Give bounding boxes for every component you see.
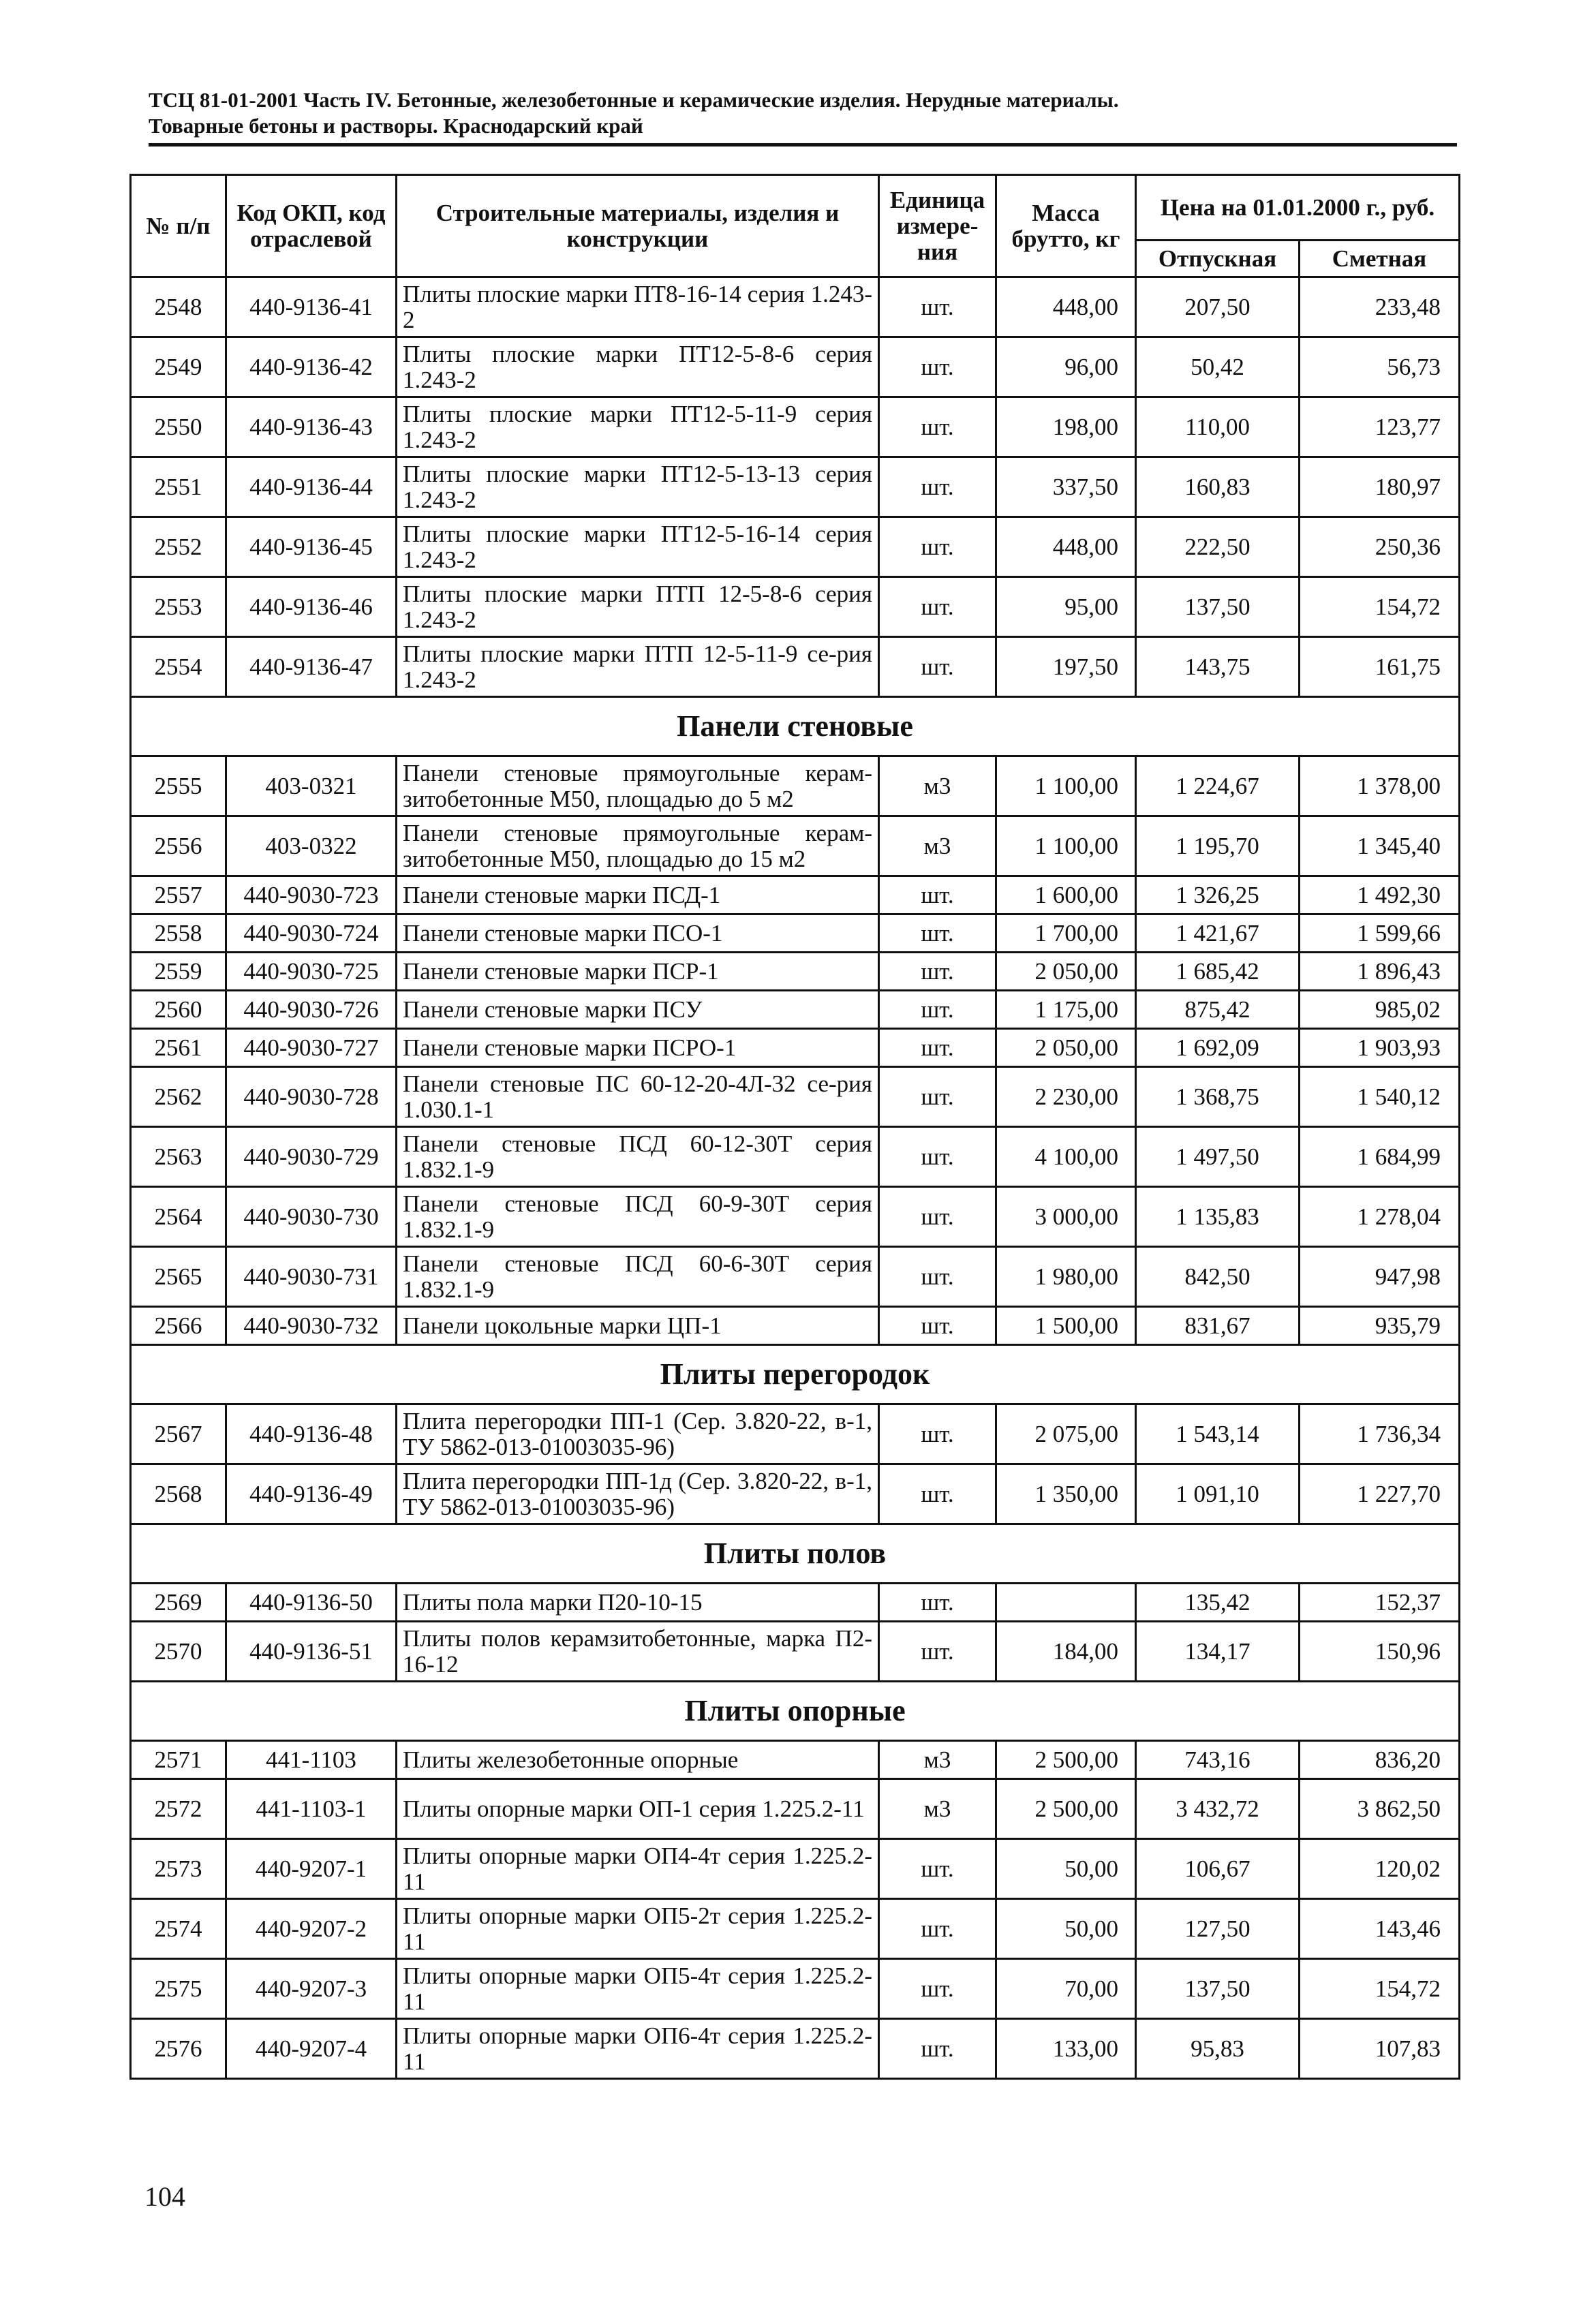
table-row <box>131 1404 1460 1464</box>
header-price-release: Отпускная <box>1136 241 1300 277</box>
cell-mass: 50,00 <box>996 1839 1136 1899</box>
cell-num: 2575 <box>131 1959 226 2019</box>
cell-unit: шт. <box>879 277 996 337</box>
cell-num: 2549 <box>131 337 226 397</box>
section-row <box>131 697 1460 756</box>
cell-code: 440-9136-49 <box>226 1464 397 1524</box>
table-row <box>131 1307 1460 1345</box>
cell-num: 2557 <box>131 876 226 914</box>
section-title: Плиты опорные <box>131 1682 1460 1741</box>
table-row <box>131 1959 1460 2019</box>
cell-price-estimate: 152,37 <box>1300 1584 1460 1622</box>
section-title: Плиты перегородок <box>131 1345 1460 1404</box>
cell-price-release: 1 326,25 <box>1136 876 1300 914</box>
cell-price-estimate: 985,02 <box>1300 991 1460 1029</box>
page-number: 104 <box>144 2181 185 2212</box>
table-row <box>131 756 1460 816</box>
cell-name: Плиты плоские марки ПТ12-5-13-13 серия 1.243-2 <box>397 457 879 517</box>
cell-num: 2567 <box>131 1404 226 1464</box>
table-row <box>131 337 1460 397</box>
cell-price-release: 222,50 <box>1136 517 1300 577</box>
cell-mass: 2 050,00 <box>996 953 1136 991</box>
cell-price-estimate: 935,79 <box>1300 1307 1460 1345</box>
table-row <box>131 397 1460 457</box>
cell-price-release: 842,50 <box>1136 1247 1300 1307</box>
cell-price-release: 106,67 <box>1136 1839 1300 1899</box>
table-row <box>131 277 1460 337</box>
table-row <box>131 1187 1460 1247</box>
cell-num: 2554 <box>131 637 226 697</box>
cell-price-release: 831,67 <box>1136 1307 1300 1345</box>
cell-code: 441-1103-1 <box>226 1779 397 1839</box>
cell-mass: 198,00 <box>996 397 1136 457</box>
cell-name: Плиты опорные марки ОП6-4т серия 1.225.2-11 <box>397 2019 879 2079</box>
table-row <box>131 577 1460 637</box>
cell-price-release: 134,17 <box>1136 1622 1300 1682</box>
table-row <box>131 1899 1460 1959</box>
table-row <box>131 1779 1460 1839</box>
cell-unit: м3 <box>879 756 996 816</box>
header-mass: Масса брутто, кг <box>996 175 1136 277</box>
cell-code: 440-9030-731 <box>226 1247 397 1307</box>
cell-price-estimate: 1 684,99 <box>1300 1127 1460 1187</box>
cell-price-estimate: 56,73 <box>1300 337 1460 397</box>
cell-code: 403-0321 <box>226 756 397 816</box>
cell-code: 440-9136-45 <box>226 517 397 577</box>
cell-price-release: 1 685,42 <box>1136 953 1300 991</box>
cell-name: Плиты плоские марки ПТ8-16-14 серия 1.243-2 <box>397 277 879 337</box>
header-price-estimate: Сметная <box>1300 241 1460 277</box>
cell-unit: шт. <box>879 1067 996 1127</box>
cell-code: 440-9136-47 <box>226 637 397 697</box>
cell-unit: шт. <box>879 1127 996 1187</box>
table-row <box>131 517 1460 577</box>
cell-num: 2570 <box>131 1622 226 1682</box>
page-header <box>149 87 1457 139</box>
cell-code: 440-9030-727 <box>226 1029 397 1067</box>
cell-price-estimate: 120,02 <box>1300 1839 1460 1899</box>
cell-price-release: 137,50 <box>1136 1959 1300 2019</box>
cell-mass: 95,00 <box>996 577 1136 637</box>
header-name: Строительные материалы, изделия и конструкции <box>397 175 879 277</box>
cell-name: Плита перегородки ПП-1д (Сер. 3.820-22, в-1, ТУ 5862-013-01003035-96) <box>397 1464 879 1524</box>
cell-price-estimate: 1 378,00 <box>1300 756 1460 816</box>
cell-mass: 4 100,00 <box>996 1127 1136 1187</box>
table-row <box>131 457 1460 517</box>
table-body <box>131 277 1460 2079</box>
cell-num: 2561 <box>131 1029 226 1067</box>
header-title-line2: Товарные бетоны и растворы. Краснодарский край <box>149 114 643 138</box>
cell-code: 440-9030-730 <box>226 1187 397 1247</box>
cell-unit: шт. <box>879 1622 996 1682</box>
cell-price-estimate: 1 903,93 <box>1300 1029 1460 1067</box>
cell-mass: 2 500,00 <box>996 1779 1136 1839</box>
cell-mass: 3 000,00 <box>996 1187 1136 1247</box>
price-table <box>129 174 1460 2080</box>
cell-mass: 1 175,00 <box>996 991 1136 1029</box>
cell-unit: шт. <box>879 1464 996 1524</box>
cell-num: 2552 <box>131 517 226 577</box>
cell-price-estimate: 947,98 <box>1300 1247 1460 1307</box>
cell-price-release: 1 692,09 <box>1136 1029 1300 1067</box>
cell-price-release: 1 543,14 <box>1136 1404 1300 1464</box>
cell-num: 2555 <box>131 756 226 816</box>
cell-code: 440-9030-732 <box>226 1307 397 1345</box>
cell-name: Плиты опорные марки ОП4-4т серия 1.225.2-11 <box>397 1839 879 1899</box>
cell-name: Панели стеновые марки ПСР-1 <box>397 953 879 991</box>
cell-price-release: 1 224,67 <box>1136 756 1300 816</box>
table-header <box>131 175 1460 277</box>
header-code: Код ОКП, код отраслевой <box>226 175 397 277</box>
cell-price-estimate: 180,97 <box>1300 457 1460 517</box>
cell-price-estimate: 1 492,30 <box>1300 876 1460 914</box>
table-row <box>131 816 1460 876</box>
cell-mass: 1 100,00 <box>996 816 1136 876</box>
cell-price-estimate: 1 345,40 <box>1300 816 1460 876</box>
cell-code: 441-1103 <box>226 1741 397 1779</box>
cell-code: 440-9136-43 <box>226 397 397 457</box>
cell-unit: шт. <box>879 1029 996 1067</box>
cell-unit: шт. <box>879 1307 996 1345</box>
cell-num: 2563 <box>131 1127 226 1187</box>
cell-name: Плиты железобетонные опорные <box>397 1741 879 1779</box>
cell-unit: шт. <box>879 517 996 577</box>
cell-name: Панели стеновые прямоугольные керам-зитобетонные М50, площадью до 15 м2 <box>397 816 879 876</box>
cell-name: Панели стеновые прямоугольные керам-зитобетонные М50, площадью до 5 м2 <box>397 756 879 816</box>
cell-price-release: 1 421,67 <box>1136 914 1300 953</box>
cell-mass: 448,00 <box>996 517 1136 577</box>
cell-num: 2564 <box>131 1187 226 1247</box>
cell-num: 2576 <box>131 2019 226 2079</box>
cell-num: 2551 <box>131 457 226 517</box>
cell-code: 440-9136-44 <box>226 457 397 517</box>
cell-mass: 70,00 <box>996 1959 1136 2019</box>
cell-num: 2550 <box>131 397 226 457</box>
cell-price-estimate: 154,72 <box>1300 1959 1460 2019</box>
cell-unit: шт. <box>879 914 996 953</box>
cell-price-estimate: 154,72 <box>1300 577 1460 637</box>
cell-num: 2548 <box>131 277 226 337</box>
cell-unit: шт. <box>879 876 996 914</box>
cell-mass: 2 075,00 <box>996 1404 1136 1464</box>
header-title-line1: ТСЦ 81-01-2001 Часть IV. Бетонные, железобетонные и керамические изделия. Нерудные материалы. <box>149 88 1119 112</box>
cell-unit: шт. <box>879 1959 996 2019</box>
cell-num: 2574 <box>131 1899 226 1959</box>
table-row <box>131 876 1460 914</box>
cell-price-estimate: 1 278,04 <box>1300 1187 1460 1247</box>
cell-name: Плиты плоские марки ПТ12-5-11-9 серия 1.243-2 <box>397 397 879 457</box>
cell-name: Панели стеновые марки ПСРО-1 <box>397 1029 879 1067</box>
cell-price-estimate: 836,20 <box>1300 1741 1460 1779</box>
section-row <box>131 1524 1460 1584</box>
cell-mass: 96,00 <box>996 337 1136 397</box>
cell-unit: шт. <box>879 637 996 697</box>
cell-mass: 133,00 <box>996 2019 1136 2079</box>
cell-num: 2566 <box>131 1307 226 1345</box>
header-price: Цена на 01.01.2000 г., руб. <box>1136 175 1460 241</box>
cell-mass: 2 230,00 <box>996 1067 1136 1127</box>
cell-price-release: 127,50 <box>1136 1899 1300 1959</box>
cell-code: 440-9030-728 <box>226 1067 397 1127</box>
cell-unit: шт. <box>879 397 996 457</box>
cell-code: 440-9030-725 <box>226 953 397 991</box>
cell-mass: 337,50 <box>996 457 1136 517</box>
cell-price-estimate: 250,36 <box>1300 517 1460 577</box>
header-rule <box>149 143 1457 147</box>
cell-mass: 1 600,00 <box>996 876 1136 914</box>
cell-name: Панели цокольные марки ЦП-1 <box>397 1307 879 1345</box>
cell-unit: м3 <box>879 1741 996 1779</box>
cell-name: Панели стеновые ПСД 60-12-30Т серия 1.832.1-9 <box>397 1127 879 1187</box>
table-row <box>131 1464 1460 1524</box>
cell-unit: шт. <box>879 1247 996 1307</box>
cell-mass: 1 100,00 <box>996 756 1136 816</box>
table-row <box>131 1247 1460 1307</box>
cell-code: 440-9030-726 <box>226 991 397 1029</box>
cell-price-release: 160,83 <box>1136 457 1300 517</box>
cell-mass: 2 050,00 <box>996 1029 1136 1067</box>
cell-code: 440-9030-729 <box>226 1127 397 1187</box>
cell-name: Плиты плоские марки ПТ12-5-16-14 серия 1.243-2 <box>397 517 879 577</box>
cell-num: 2562 <box>131 1067 226 1127</box>
cell-mass: 2 500,00 <box>996 1741 1136 1779</box>
header-num: № п/п <box>131 175 226 277</box>
cell-name: Плиты опорные марки ОП-1 серия 1.225.2-11 <box>397 1779 879 1839</box>
cell-price-release: 1 368,75 <box>1136 1067 1300 1127</box>
cell-num: 2571 <box>131 1741 226 1779</box>
cell-price-release: 110,00 <box>1136 397 1300 457</box>
cell-mass: 50,00 <box>996 1899 1136 1959</box>
cell-code: 440-9136-50 <box>226 1584 397 1622</box>
cell-code: 440-9207-3 <box>226 1959 397 2019</box>
cell-mass: 1 350,00 <box>996 1464 1136 1524</box>
cell-name: Панели стеновые ПС 60-12-20-4Л-32 се-рия 1.030.1-1 <box>397 1067 879 1127</box>
cell-price-release: 1 135,83 <box>1136 1187 1300 1247</box>
table-row <box>131 1584 1460 1622</box>
table-row <box>131 991 1460 1029</box>
cell-name: Панели стеновые ПСД 60-9-30Т серия 1.832.1-9 <box>397 1187 879 1247</box>
cell-name: Плиты опорные марки ОП5-4т серия 1.225.2-11 <box>397 1959 879 2019</box>
cell-name: Панели стеновые марки ПСО-1 <box>397 914 879 953</box>
cell-num: 2560 <box>131 991 226 1029</box>
cell-mass <box>996 1584 1136 1622</box>
cell-price-release: 743,16 <box>1136 1741 1300 1779</box>
cell-unit: шт. <box>879 457 996 517</box>
cell-price-estimate: 233,48 <box>1300 277 1460 337</box>
cell-unit: шт. <box>879 2019 996 2079</box>
cell-mass: 197,50 <box>996 637 1136 697</box>
cell-name: Панели стеновые марки ПСД-1 <box>397 876 879 914</box>
cell-price-estimate: 1 599,66 <box>1300 914 1460 953</box>
cell-price-release: 1 497,50 <box>1136 1127 1300 1187</box>
cell-price-release: 50,42 <box>1136 337 1300 397</box>
cell-price-release: 207,50 <box>1136 277 1300 337</box>
cell-unit: шт. <box>879 577 996 637</box>
section-row <box>131 1345 1460 1404</box>
cell-num: 2558 <box>131 914 226 953</box>
cell-code: 440-9136-46 <box>226 577 397 637</box>
cell-num: 2556 <box>131 816 226 876</box>
cell-unit: шт. <box>879 1839 996 1899</box>
cell-price-release: 875,42 <box>1136 991 1300 1029</box>
cell-price-release: 1 195,70 <box>1136 816 1300 876</box>
cell-price-estimate: 3 862,50 <box>1300 1779 1460 1839</box>
cell-unit: шт. <box>879 1187 996 1247</box>
cell-name: Плиты плоские марки ПТП 12-5-8-6 серия 1.243-2 <box>397 577 879 637</box>
cell-name: Плиты плоские марки ПТ12-5-8-6 серия 1.243-2 <box>397 337 879 397</box>
cell-mass: 1 500,00 <box>996 1307 1136 1345</box>
cell-price-estimate: 123,77 <box>1300 397 1460 457</box>
cell-name: Панели стеновые марки ПСУ <box>397 991 879 1029</box>
cell-price-release: 135,42 <box>1136 1584 1300 1622</box>
section-title: Плиты полов <box>131 1524 1460 1584</box>
cell-price-estimate: 1 896,43 <box>1300 953 1460 991</box>
cell-price-estimate: 1 540,12 <box>1300 1067 1460 1127</box>
section-row <box>131 1682 1460 1741</box>
cell-num: 2553 <box>131 577 226 637</box>
table-row <box>131 2019 1460 2079</box>
cell-num: 2568 <box>131 1464 226 1524</box>
cell-code: 440-9207-4 <box>226 2019 397 2079</box>
table-row <box>131 914 1460 953</box>
table-row <box>131 1029 1460 1067</box>
cell-price-estimate: 1 736,34 <box>1300 1404 1460 1464</box>
cell-unit: м3 <box>879 816 996 876</box>
cell-unit: шт. <box>879 1584 996 1622</box>
cell-price-release: 137,50 <box>1136 577 1300 637</box>
table-row <box>131 1839 1460 1899</box>
cell-name: Плиты плоские марки ПТП 12-5-11-9 се-рия 1.243-2 <box>397 637 879 697</box>
cell-mass: 184,00 <box>996 1622 1136 1682</box>
cell-num: 2569 <box>131 1584 226 1622</box>
cell-code: 440-9136-41 <box>226 277 397 337</box>
cell-price-estimate: 143,46 <box>1300 1899 1460 1959</box>
table-row <box>131 1127 1460 1187</box>
cell-price-release: 95,83 <box>1136 2019 1300 2079</box>
cell-unit: м3 <box>879 1779 996 1839</box>
cell-code: 440-9136-48 <box>226 1404 397 1464</box>
cell-price-release: 3 432,72 <box>1136 1779 1300 1839</box>
cell-price-estimate: 1 227,70 <box>1300 1464 1460 1524</box>
table-row <box>131 637 1460 697</box>
cell-code: 440-9207-1 <box>226 1839 397 1899</box>
cell-code: 440-9136-51 <box>226 1622 397 1682</box>
cell-price-estimate: 161,75 <box>1300 637 1460 697</box>
cell-unit: шт. <box>879 337 996 397</box>
cell-price-release: 1 091,10 <box>1136 1464 1300 1524</box>
cell-unit: шт. <box>879 1899 996 1959</box>
cell-unit: шт. <box>879 953 996 991</box>
table-row <box>131 1741 1460 1779</box>
cell-name: Плиты пола марки П20-10-15 <box>397 1584 879 1622</box>
cell-name: Панели стеновые ПСД 60-6-30Т серия 1.832.1-9 <box>397 1247 879 1307</box>
table-row <box>131 1622 1460 1682</box>
cell-code: 440-9030-724 <box>226 914 397 953</box>
table-row <box>131 953 1460 991</box>
cell-num: 2573 <box>131 1839 226 1899</box>
table-row <box>131 1067 1460 1127</box>
cell-name: Плиты полов керамзитобетонные, марка П2-16-12 <box>397 1622 879 1682</box>
cell-price-release: 143,75 <box>1136 637 1300 697</box>
cell-unit: шт. <box>879 991 996 1029</box>
cell-unit: шт. <box>879 1404 996 1464</box>
cell-name: Плиты опорные марки ОП5-2т серия 1.225.2-11 <box>397 1899 879 1959</box>
cell-code: 440-9030-723 <box>226 876 397 914</box>
header-unit: Единица измере-ния <box>879 175 996 277</box>
cell-code: 440-9136-42 <box>226 337 397 397</box>
cell-num: 2572 <box>131 1779 226 1839</box>
cell-name: Плита перегородки ПП-1 (Сер. 3.820-22, в-1, ТУ 5862-013-01003035-96) <box>397 1404 879 1464</box>
cell-mass: 1 980,00 <box>996 1247 1136 1307</box>
cell-num: 2565 <box>131 1247 226 1307</box>
cell-price-estimate: 150,96 <box>1300 1622 1460 1682</box>
cell-mass: 448,00 <box>996 277 1136 337</box>
section-title: Панели стеновые <box>131 697 1460 756</box>
cell-code: 403-0322 <box>226 816 397 876</box>
cell-mass: 1 700,00 <box>996 914 1136 953</box>
cell-num: 2559 <box>131 953 226 991</box>
cell-price-estimate: 107,83 <box>1300 2019 1460 2079</box>
cell-code: 440-9207-2 <box>226 1899 397 1959</box>
